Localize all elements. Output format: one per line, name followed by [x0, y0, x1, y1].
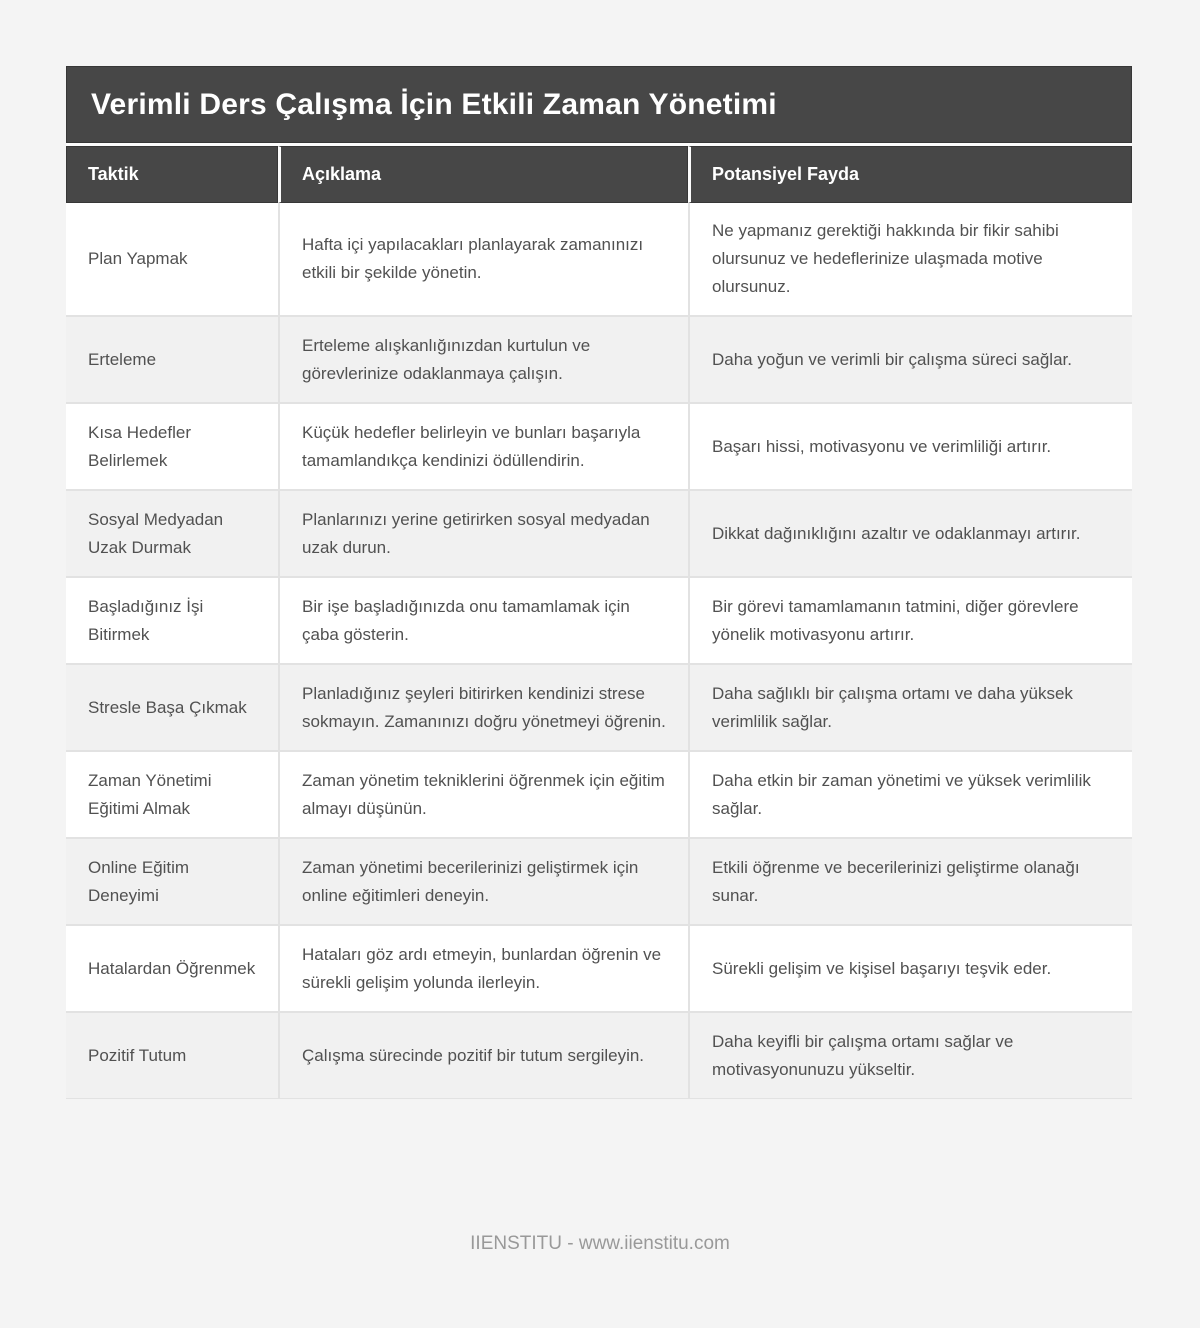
- table-row: [66, 489, 1132, 576]
- column-header-taktik: Taktik: [66, 146, 278, 203]
- cell-taktik: Zaman Yönetimi Eğitimi Almak: [88, 770, 212, 818]
- table-header-row: [66, 146, 1132, 203]
- cell-aciklama: Hafta içi yapılacakları planlayarak zamanınızı etkili bir şekilde yönetin.: [278, 203, 688, 315]
- cell-taktik: Stresle Başa Çıkmak: [88, 697, 247, 717]
- cell-taktik: Başladığınız İşi Bitirmek: [88, 596, 204, 644]
- cell-fayda: Daha sağlıklı bir çalışma ortamı ve daha yüksek verimlilik sağlar.: [688, 665, 1132, 750]
- table-row: [66, 924, 1132, 1011]
- cell-aciklama: Zaman yönetim tekniklerini öğrenmek için eğitim almayı düşünün.: [278, 752, 688, 837]
- cell-taktik: Pozitif Tutum: [88, 1045, 187, 1065]
- cell-fayda: Sürekli gelişim ve kişisel başarıyı teşvik eder.: [688, 926, 1132, 1011]
- cell-fayda: Bir görevi tamamlamanın tatmini, diğer görevlere yönelik motivasyonu artırır.: [688, 578, 1132, 663]
- cell-taktik: Sosyal Medyadan Uzak Durmak: [88, 509, 224, 557]
- cell-aciklama: Hataları göz ardı etmeyin, bunlardan öğrenin ve sürekli gelişim yolunda ilerleyin.: [278, 926, 688, 1011]
- cell-aciklama: Planladığınız şeyleri bitirirken kendinizi strese sokmayın. Zamanınızı doğru yönetmeyi öğrenin.: [278, 665, 688, 750]
- cell-taktik: Erteleme: [88, 349, 157, 369]
- table-row: [66, 402, 1132, 489]
- cell-aciklama: Küçük hedefler belirleyin ve bunları başarıyla tamamlandıkça kendinizi ödüllendirin.: [278, 404, 688, 489]
- cell-aciklama: Planlarınızı yerine getirirken sosyal medyadan uzak durun.: [278, 491, 688, 576]
- cell-fayda: Dikkat dağınıklığını azaltır ve odaklanmayı artırır.: [688, 491, 1132, 576]
- table-row: [66, 750, 1132, 837]
- table-row: [66, 576, 1132, 663]
- cell-fayda: Etkili öğrenme ve becerilerinizi geliştirme olanağı sunar.: [688, 839, 1132, 924]
- table-body: [66, 203, 1132, 1099]
- table-row: [66, 315, 1132, 402]
- table-row: [66, 663, 1132, 750]
- cell-aciklama: Zaman yönetimi becerilerinizi geliştirmek için online eğitimleri deneyin.: [278, 839, 688, 924]
- cell-fayda: Daha keyifli bir çalışma ortamı sağlar ve motivasyonunuzu yükseltir.: [688, 1013, 1132, 1098]
- table-row: [66, 203, 1132, 315]
- cell-taktik: Plan Yapmak: [88, 249, 188, 268]
- table-row: [66, 1011, 1132, 1098]
- cell-taktik: Online Eğitim Deneyimi: [88, 857, 190, 905]
- cell-fayda: Başarı hissi, motivasyonu ve verimliliği artırır.: [688, 404, 1132, 489]
- column-header-aciklama: Açıklama: [278, 146, 688, 203]
- time-management-table: [66, 66, 1132, 1099]
- cell-fayda: Daha etkin bir zaman yönetimi ve yüksek verimlilik sağlar.: [688, 752, 1132, 837]
- cell-aciklama: Bir işe başladığınızda onu tamamlamak için çaba gösterin.: [278, 578, 688, 663]
- cell-aciklama: Çalışma sürecinde pozitif bir tutum sergileyin.: [278, 1013, 688, 1098]
- cell-taktik: Kısa Hedefler Belirlemek: [88, 422, 191, 470]
- footer-credit: IIENSTITU - www.iienstitu.com: [470, 1233, 730, 1254]
- table-row: [66, 837, 1132, 924]
- cell-fayda: Ne yapmanız gerektiği hakkında bir fikir sahibi olursunuz ve hedeflerinize ulaşmada motive olursunuz.: [688, 203, 1132, 315]
- column-header-potansiyel-fayda: Potansiyel Fayda: [688, 146, 1132, 203]
- cell-aciklama: Erteleme alışkanlığınızdan kurtulun ve görevlerinize odaklanmaya çalışın.: [278, 317, 688, 402]
- cell-taktik: Hatalardan Öğrenmek: [88, 958, 256, 978]
- cell-fayda: Daha yoğun ve verimli bir çalışma süreci sağlar.: [688, 317, 1132, 402]
- page-title: Verimli Ders Çalışma İçin Etkili Zaman Yönetimi: [66, 66, 1132, 143]
